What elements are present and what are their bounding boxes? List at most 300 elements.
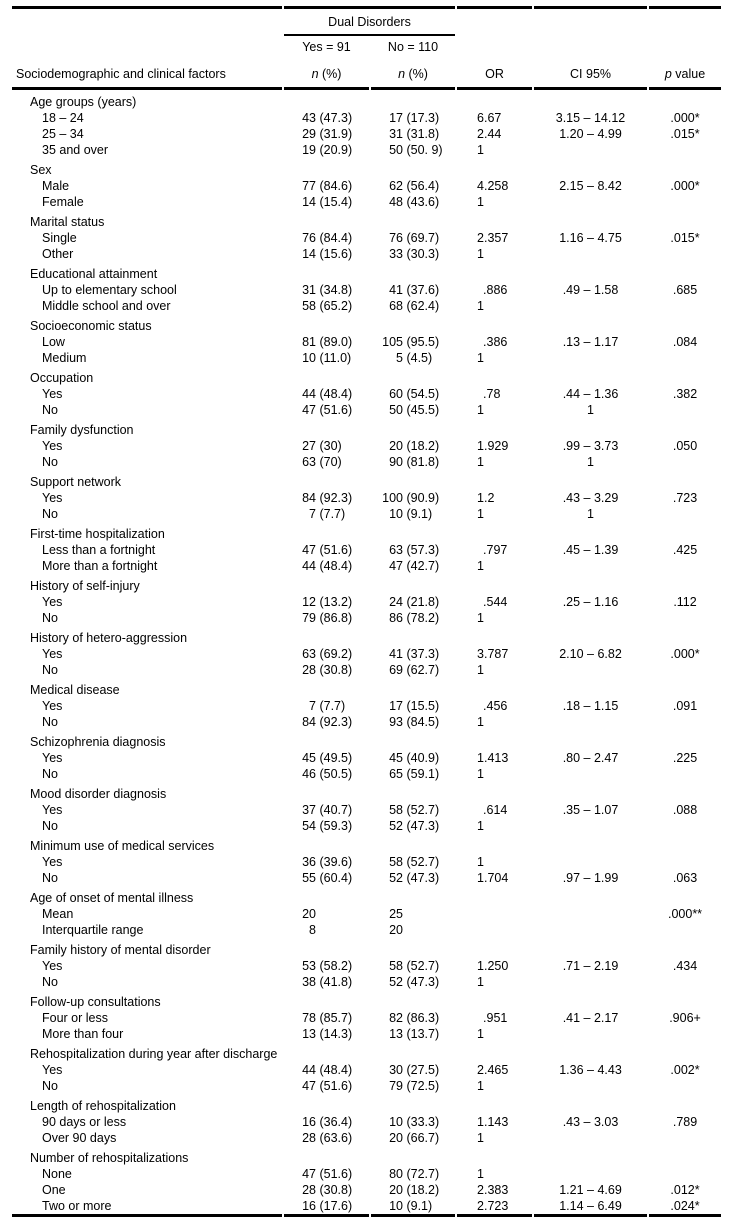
data-row — [12, 714, 721, 730]
no-count-cell: 60 (54.5) — [389, 387, 440, 401]
p-value-cell — [649, 1026, 721, 1042]
factor-cell: No — [42, 455, 58, 469]
factor-cell: Single — [42, 231, 77, 245]
or-cell: 1 — [477, 247, 484, 261]
yes-count-cell: 14 (15.6) — [302, 247, 353, 261]
section-label: Length of rehospitalization — [30, 1099, 176, 1113]
ci-cell: .18 – 1.15 — [562, 699, 619, 713]
p-value-cell — [649, 662, 721, 678]
ci-cell: 1.36 – 4.43 — [559, 1063, 622, 1077]
ci-cell: 1 — [587, 455, 594, 469]
yes-count-cell: 44 (48.4) — [302, 559, 353, 573]
no-count-cell: 31 (31.8) — [389, 127, 440, 141]
p-value-cell — [649, 194, 721, 210]
data-row — [12, 906, 721, 922]
data-row — [12, 854, 721, 870]
data-row — [12, 282, 721, 298]
data-row — [12, 142, 721, 158]
or-cell: 1 — [477, 611, 484, 625]
yes-count-cell: 38 (41.8) — [302, 975, 353, 989]
section-label: Socioeconomic status — [30, 319, 152, 333]
p-value-cell: .000** — [667, 907, 703, 921]
yes-count-cell: 27 (30) — [302, 439, 342, 453]
section-label: Support network — [30, 475, 122, 489]
yes-count-cell: 45 (49.5) — [302, 751, 353, 765]
factor-cell: No — [42, 975, 58, 989]
ci-cell: 2.10 – 6.82 — [559, 647, 622, 661]
no-count-cell: 48 (43.6) — [389, 195, 440, 209]
data-row — [12, 350, 721, 366]
no-count-cell: 52 (47.3) — [389, 871, 440, 885]
data-row — [12, 1062, 721, 1078]
p-value-cell — [649, 714, 721, 730]
no-count-cell: 10 (9.1) — [371, 1198, 455, 1217]
yes-count-cell: 76 (84.4) — [302, 231, 353, 245]
yes-count-cell: 31 (34.8) — [302, 283, 353, 297]
or-cell: 1 — [477, 663, 484, 677]
or-cell: 1 — [477, 1131, 484, 1145]
or-cell: 2.44 — [477, 127, 502, 141]
data-row — [12, 1114, 721, 1130]
no-count-cell: 45 (40.9) — [389, 751, 440, 765]
or-cell: 1 — [477, 351, 484, 365]
section-label: First-time hospitalization — [30, 527, 165, 541]
factor-cell: Yes — [42, 699, 63, 713]
empty-cell — [649, 6, 721, 36]
yes-count-cell: 63 (70) — [302, 455, 342, 469]
data-row — [12, 646, 721, 662]
section-label: Sex — [30, 163, 52, 177]
or-cell: 1.929 — [477, 439, 509, 453]
or-cell: 1 — [477, 767, 484, 781]
or-cell: 4.258 — [477, 179, 509, 193]
data-row — [12, 454, 721, 470]
no-count-cell: 52 (47.3) — [389, 975, 440, 989]
p-value-cell — [649, 402, 721, 418]
ci-cell — [534, 766, 647, 782]
data-row — [12, 610, 721, 626]
p-value-cell: .225 — [672, 751, 698, 765]
section-label: History of self-injury — [30, 579, 140, 593]
no-count-cell: 86 (78.2) — [389, 611, 440, 625]
data-row — [12, 558, 721, 574]
or-cell: .614 — [483, 803, 508, 817]
or-cell: 1 — [477, 195, 484, 209]
empty-cell — [649, 36, 721, 57]
or-cell: 1 — [477, 559, 484, 573]
data-row — [12, 194, 721, 210]
yes-count-cell: 44 (48.4) — [302, 387, 353, 401]
factor-cell: Yes — [42, 855, 63, 869]
section-row — [12, 418, 721, 438]
yes-count-cell: 20 — [302, 907, 316, 921]
p-value-cell — [649, 246, 721, 262]
ci-cell: .41 – 2.17 — [562, 1011, 619, 1025]
yes-count-cell: 16 (36.4) — [302, 1115, 353, 1129]
empty-cell — [457, 6, 532, 36]
no-count-cell: 41 (37.3) — [389, 647, 440, 661]
factor-cell: Four or less — [42, 1011, 108, 1025]
or-cell: 1 — [477, 143, 484, 157]
section-label: Age of onset of mental illness — [30, 891, 194, 905]
yes-count-cell: 12 (13.2) — [302, 595, 353, 609]
yes-count-cell: 47 (51.6) — [302, 403, 353, 417]
factor-cell: No — [42, 663, 58, 677]
ci-cell — [534, 662, 647, 678]
no-count-cell: 10 (33.3) — [389, 1115, 440, 1129]
data-row — [12, 974, 721, 990]
or-cell: 2.723 — [457, 1198, 532, 1217]
empty-cell — [12, 36, 282, 57]
yes-count-cell: 13 (14.3) — [302, 1027, 353, 1041]
or-cell: 1 — [477, 715, 484, 729]
factor-cell: Low — [42, 335, 65, 349]
data-row — [12, 1010, 721, 1026]
section-row — [12, 730, 721, 750]
yes-count-cell: 36 (39.6) — [302, 855, 353, 869]
data-row — [12, 402, 721, 418]
group-counts-row — [12, 36, 721, 57]
ci-cell: .71 – 2.19 — [562, 959, 619, 973]
yes-count-cell: 78 (85.7) — [302, 1011, 353, 1025]
ci-cell: 1 — [587, 507, 594, 521]
p-value-cell — [649, 854, 721, 870]
ci-cell: .43 – 3.03 — [562, 1115, 619, 1129]
p-value-cell: .002* — [670, 1063, 700, 1077]
p-value-cell — [649, 1130, 721, 1146]
no-count-cell: 58 (52.7) — [389, 959, 440, 973]
no-count-cell: 50 (50. 9) — [389, 143, 443, 157]
data-row — [12, 1026, 721, 1042]
section-row — [12, 990, 721, 1010]
p-value-cell: .012* — [670, 1183, 700, 1197]
or-cell: 1 — [477, 975, 484, 989]
ci-cell: .97 – 1.99 — [562, 871, 619, 885]
factor-cell: Interquartile range — [42, 923, 144, 937]
or-cell: .886 — [483, 283, 508, 297]
or-cell — [457, 922, 532, 938]
section-row — [12, 1042, 721, 1062]
data-row — [12, 958, 721, 974]
yes-count-cell: 47 (51.6) — [302, 1079, 353, 1093]
p-value-cell: .088 — [672, 803, 698, 817]
n-rest: (%) — [318, 67, 342, 81]
no-count-cell: 79 (72.5) — [389, 1079, 440, 1093]
p-value-cell: .382 — [672, 387, 698, 401]
ci-cell: .43 – 3.29 — [562, 491, 619, 505]
section-row — [12, 938, 721, 958]
or-cell: 1.143 — [477, 1115, 509, 1129]
ci-cell: 1.14 – 6.49 — [534, 1198, 647, 1217]
no-count-cell: 58 (52.7) — [389, 803, 440, 817]
data-row — [12, 766, 721, 782]
or-cell: 1 — [477, 455, 484, 469]
data-row — [12, 802, 721, 818]
factor-cell: Over 90 days — [42, 1131, 117, 1145]
or-cell: 6.67 — [477, 111, 502, 125]
p-value-cell — [649, 610, 721, 626]
p-value-cell — [649, 454, 721, 470]
data-row — [12, 1182, 721, 1198]
yes-count-cell: 7 (7.7) — [309, 699, 346, 713]
no-count-cell: 25 — [389, 907, 403, 921]
yes-count-cell: 55 (60.4) — [302, 871, 353, 885]
dual-disorders-table — [10, 6, 723, 1217]
no-count-cell: 93 (84.5) — [389, 715, 440, 729]
no-count-cell: 5 (4.5) — [396, 351, 433, 365]
or-cell: 2.383 — [477, 1183, 509, 1197]
ci-cell — [534, 714, 647, 730]
no-count-cell: 90 (81.8) — [389, 455, 440, 469]
data-row — [12, 922, 721, 938]
yes-count-cell: 53 (58.2) — [302, 959, 353, 973]
ci-cell: 1.16 – 4.75 — [559, 231, 622, 245]
factors-column-header: Sociodemographic and clinical factors — [12, 57, 282, 90]
p-value-cell: .000* — [670, 647, 700, 661]
section-row — [12, 470, 721, 490]
ci-cell — [534, 558, 647, 574]
or-cell: .544 — [483, 595, 508, 609]
section-label: Age groups (years) — [30, 95, 137, 109]
empty-cell — [457, 36, 532, 57]
factor-cell: Yes — [42, 647, 63, 661]
p-value-cell: .091 — [672, 699, 698, 713]
section-row — [12, 678, 721, 698]
p-value-cell: .050 — [672, 439, 698, 453]
factor-cell: No — [42, 403, 58, 417]
yes-count-cell: 47 (51.6) — [302, 1167, 353, 1181]
yes-count-cell: 43 (47.3) — [302, 111, 353, 125]
factor-cell: 25 – 34 — [42, 127, 84, 141]
or-cell: .797 — [483, 543, 508, 557]
no-count-cell: 20 (18.2) — [389, 1183, 440, 1197]
section-label: Educational attainment — [30, 267, 158, 281]
section-row — [12, 158, 721, 178]
factor-cell: Yes — [42, 491, 63, 505]
factor-cell: Yes — [42, 387, 63, 401]
data-row — [12, 1166, 721, 1182]
yes-count-cell: 8 — [309, 923, 316, 937]
data-row — [12, 1078, 721, 1094]
yes-count-cell: 46 (50.5) — [302, 767, 353, 781]
p-value-cell — [649, 766, 721, 782]
p-value-cell: .906+ — [669, 1011, 701, 1025]
no-count-cell: 52 (47.3) — [389, 819, 440, 833]
factor-cell: Other — [42, 247, 74, 261]
section-label: Follow-up consultations — [30, 995, 161, 1009]
factor-cell: One — [42, 1183, 66, 1197]
ci-cell — [534, 922, 647, 938]
data-row — [12, 246, 721, 262]
yes-count-cell: 84 (92.3) — [302, 491, 353, 505]
no-count-cell: 65 (59.1) — [389, 767, 440, 781]
data-row — [12, 298, 721, 314]
yes-count-cell: 37 (40.7) — [302, 803, 353, 817]
or-cell: 2.357 — [477, 231, 509, 245]
yes-count-cell: 79 (86.8) — [302, 611, 353, 625]
factor-cell: Up to elementary school — [42, 283, 177, 297]
no-count-cell: 50 (45.5) — [389, 403, 440, 417]
p-value-cell: .789 — [672, 1115, 698, 1129]
data-row — [12, 542, 721, 558]
or-cell: 2.465 — [477, 1063, 509, 1077]
section-label: Schizophrenia diagnosis — [30, 735, 166, 749]
factor-cell: No — [42, 507, 58, 521]
yes-count-cell: 14 (15.4) — [302, 195, 353, 209]
or-cell: 1.2 — [477, 491, 495, 505]
yes-count-cell: 28 (30.8) — [302, 1183, 353, 1197]
data-row — [12, 438, 721, 454]
no-count-cell: 20 (18.2) — [389, 439, 440, 453]
no-count-cell: 24 (21.8) — [389, 595, 440, 609]
ci-cell — [534, 1078, 647, 1094]
section-row — [12, 366, 721, 386]
yes-npct-header — [284, 57, 369, 90]
factor-cell: Male — [42, 179, 70, 193]
ci-cell: 3.15 – 14.12 — [555, 111, 626, 125]
p-value-cell — [649, 974, 721, 990]
yes-group-header: Yes = 91 — [302, 39, 351, 54]
p-value-cell — [649, 142, 721, 158]
data-row — [12, 818, 721, 834]
data-row — [12, 334, 721, 350]
p-italic: p — [664, 67, 672, 81]
factor-cell: Less than a fortnight — [42, 543, 156, 557]
factor-cell: None — [42, 1167, 72, 1181]
or-cell: 1 — [477, 1079, 484, 1093]
p-value-cell — [649, 350, 721, 366]
yes-count-cell: 84 (92.3) — [302, 715, 353, 729]
no-count-cell: 30 (27.5) — [389, 1063, 440, 1077]
data-row — [12, 870, 721, 886]
ci-cell — [534, 350, 647, 366]
factor-cell: No — [42, 767, 58, 781]
factor-cell: Mean — [42, 907, 74, 921]
ci-cell: .49 – 1.58 — [562, 283, 619, 297]
ci-cell — [534, 1130, 647, 1146]
ci-cell — [534, 854, 647, 870]
factor-cell: No — [42, 1079, 58, 1093]
no-group-header: No = 110 — [387, 39, 439, 54]
no-count-cell: 76 (69.7) — [389, 231, 440, 245]
p-rest: value — [671, 67, 706, 81]
or-cell: 1 — [477, 855, 484, 869]
p-value-cell: .015* — [670, 127, 700, 141]
no-count-cell: 33 (30.3) — [389, 247, 440, 261]
factor-cell: Middle school and over — [42, 299, 171, 313]
ci-cell — [534, 818, 647, 834]
or-cell: 1 — [477, 1027, 484, 1041]
factor-cell: Yes — [42, 439, 63, 453]
ci-cell — [534, 906, 647, 922]
p-value-cell — [649, 298, 721, 314]
section-label: Rehospitalization during year after discharge — [30, 1047, 278, 1061]
no-count-cell: 17 (15.5) — [389, 699, 440, 713]
p-value-cell: .000* — [670, 111, 700, 125]
ci-cell: 1.21 – 4.69 — [559, 1183, 622, 1197]
data-row — [12, 178, 721, 194]
yes-count-cell: 10 (11.0) — [302, 351, 352, 365]
data-row — [12, 230, 721, 246]
p-value-cell: .723 — [672, 491, 698, 505]
or-cell: 1 — [477, 403, 484, 417]
p-value-column-header — [649, 57, 721, 90]
or-cell: 1 — [477, 299, 484, 313]
factor-cell: More than a fortnight — [42, 559, 158, 573]
factor-cell: Female — [42, 195, 84, 209]
p-value-cell: .063 — [672, 871, 698, 885]
ci-cell: .99 – 3.73 — [562, 439, 619, 453]
data-row — [12, 490, 721, 506]
data-row — [12, 1130, 721, 1146]
section-row — [12, 574, 721, 594]
ci-cell: 2.15 – 8.42 — [559, 179, 622, 193]
section-row — [12, 522, 721, 542]
ci-cell: .35 – 1.07 — [562, 803, 619, 817]
or-cell: 1.413 — [477, 751, 509, 765]
or-cell: 3.787 — [477, 647, 509, 661]
section-label: Occupation — [30, 371, 94, 385]
ci-cell: .80 – 2.47 — [562, 751, 619, 765]
no-count-cell: 63 (57.3) — [389, 543, 440, 557]
factor-cell: Yes — [42, 1063, 63, 1077]
yes-count-cell: 47 (51.6) — [302, 543, 353, 557]
ci-cell: 1.20 – 4.99 — [559, 127, 622, 141]
factor-cell: Yes — [42, 751, 63, 765]
n-rest: (%) — [405, 67, 428, 81]
or-cell: .386 — [483, 335, 508, 349]
data-row — [12, 506, 721, 522]
yes-count-cell: 58 (65.2) — [302, 299, 353, 313]
no-count-cell: 69 (62.7) — [389, 663, 440, 677]
ci-cell: 1 — [587, 403, 594, 417]
no-count-cell: 82 (86.3) — [389, 1011, 440, 1025]
ci-cell — [534, 194, 647, 210]
p-value-cell: .024* — [649, 1198, 721, 1217]
data-row — [12, 1198, 721, 1217]
factor-cell: No — [42, 819, 58, 833]
group-header-row — [12, 6, 721, 36]
data-row — [12, 750, 721, 766]
table-header — [12, 6, 721, 90]
or-cell: 1 — [477, 507, 484, 521]
data-row — [12, 698, 721, 714]
n-italic: n — [398, 67, 406, 81]
section-label: Family history of mental disorder — [30, 943, 211, 957]
no-count-cell: 41 (37.6) — [389, 283, 440, 297]
factor-cell: Two or more — [12, 1198, 282, 1217]
data-row — [12, 386, 721, 402]
ci-cell — [534, 1166, 647, 1182]
factor-cell: More than four — [42, 1027, 124, 1041]
no-count-cell: 13 (13.7) — [389, 1027, 440, 1041]
p-value-cell: .112 — [673, 595, 697, 609]
section-label: Mood disorder diagnosis — [30, 787, 167, 801]
no-count-cell: 62 (56.4) — [389, 179, 440, 193]
yes-count-cell: 29 (31.9) — [302, 127, 353, 141]
ci-cell — [534, 246, 647, 262]
or-cell: .456 — [483, 699, 508, 713]
no-count-cell: 105 (95.5) — [382, 335, 440, 349]
ci-cell: .13 – 1.17 — [562, 335, 619, 349]
p-value-cell — [649, 818, 721, 834]
ci-cell — [534, 298, 647, 314]
ci-column-header: CI 95% — [534, 57, 647, 90]
p-value-cell — [649, 506, 721, 522]
yes-count-cell: 28 (63.6) — [302, 1131, 353, 1145]
factor-cell: Yes — [42, 959, 63, 973]
or-cell: 1 — [477, 819, 484, 833]
